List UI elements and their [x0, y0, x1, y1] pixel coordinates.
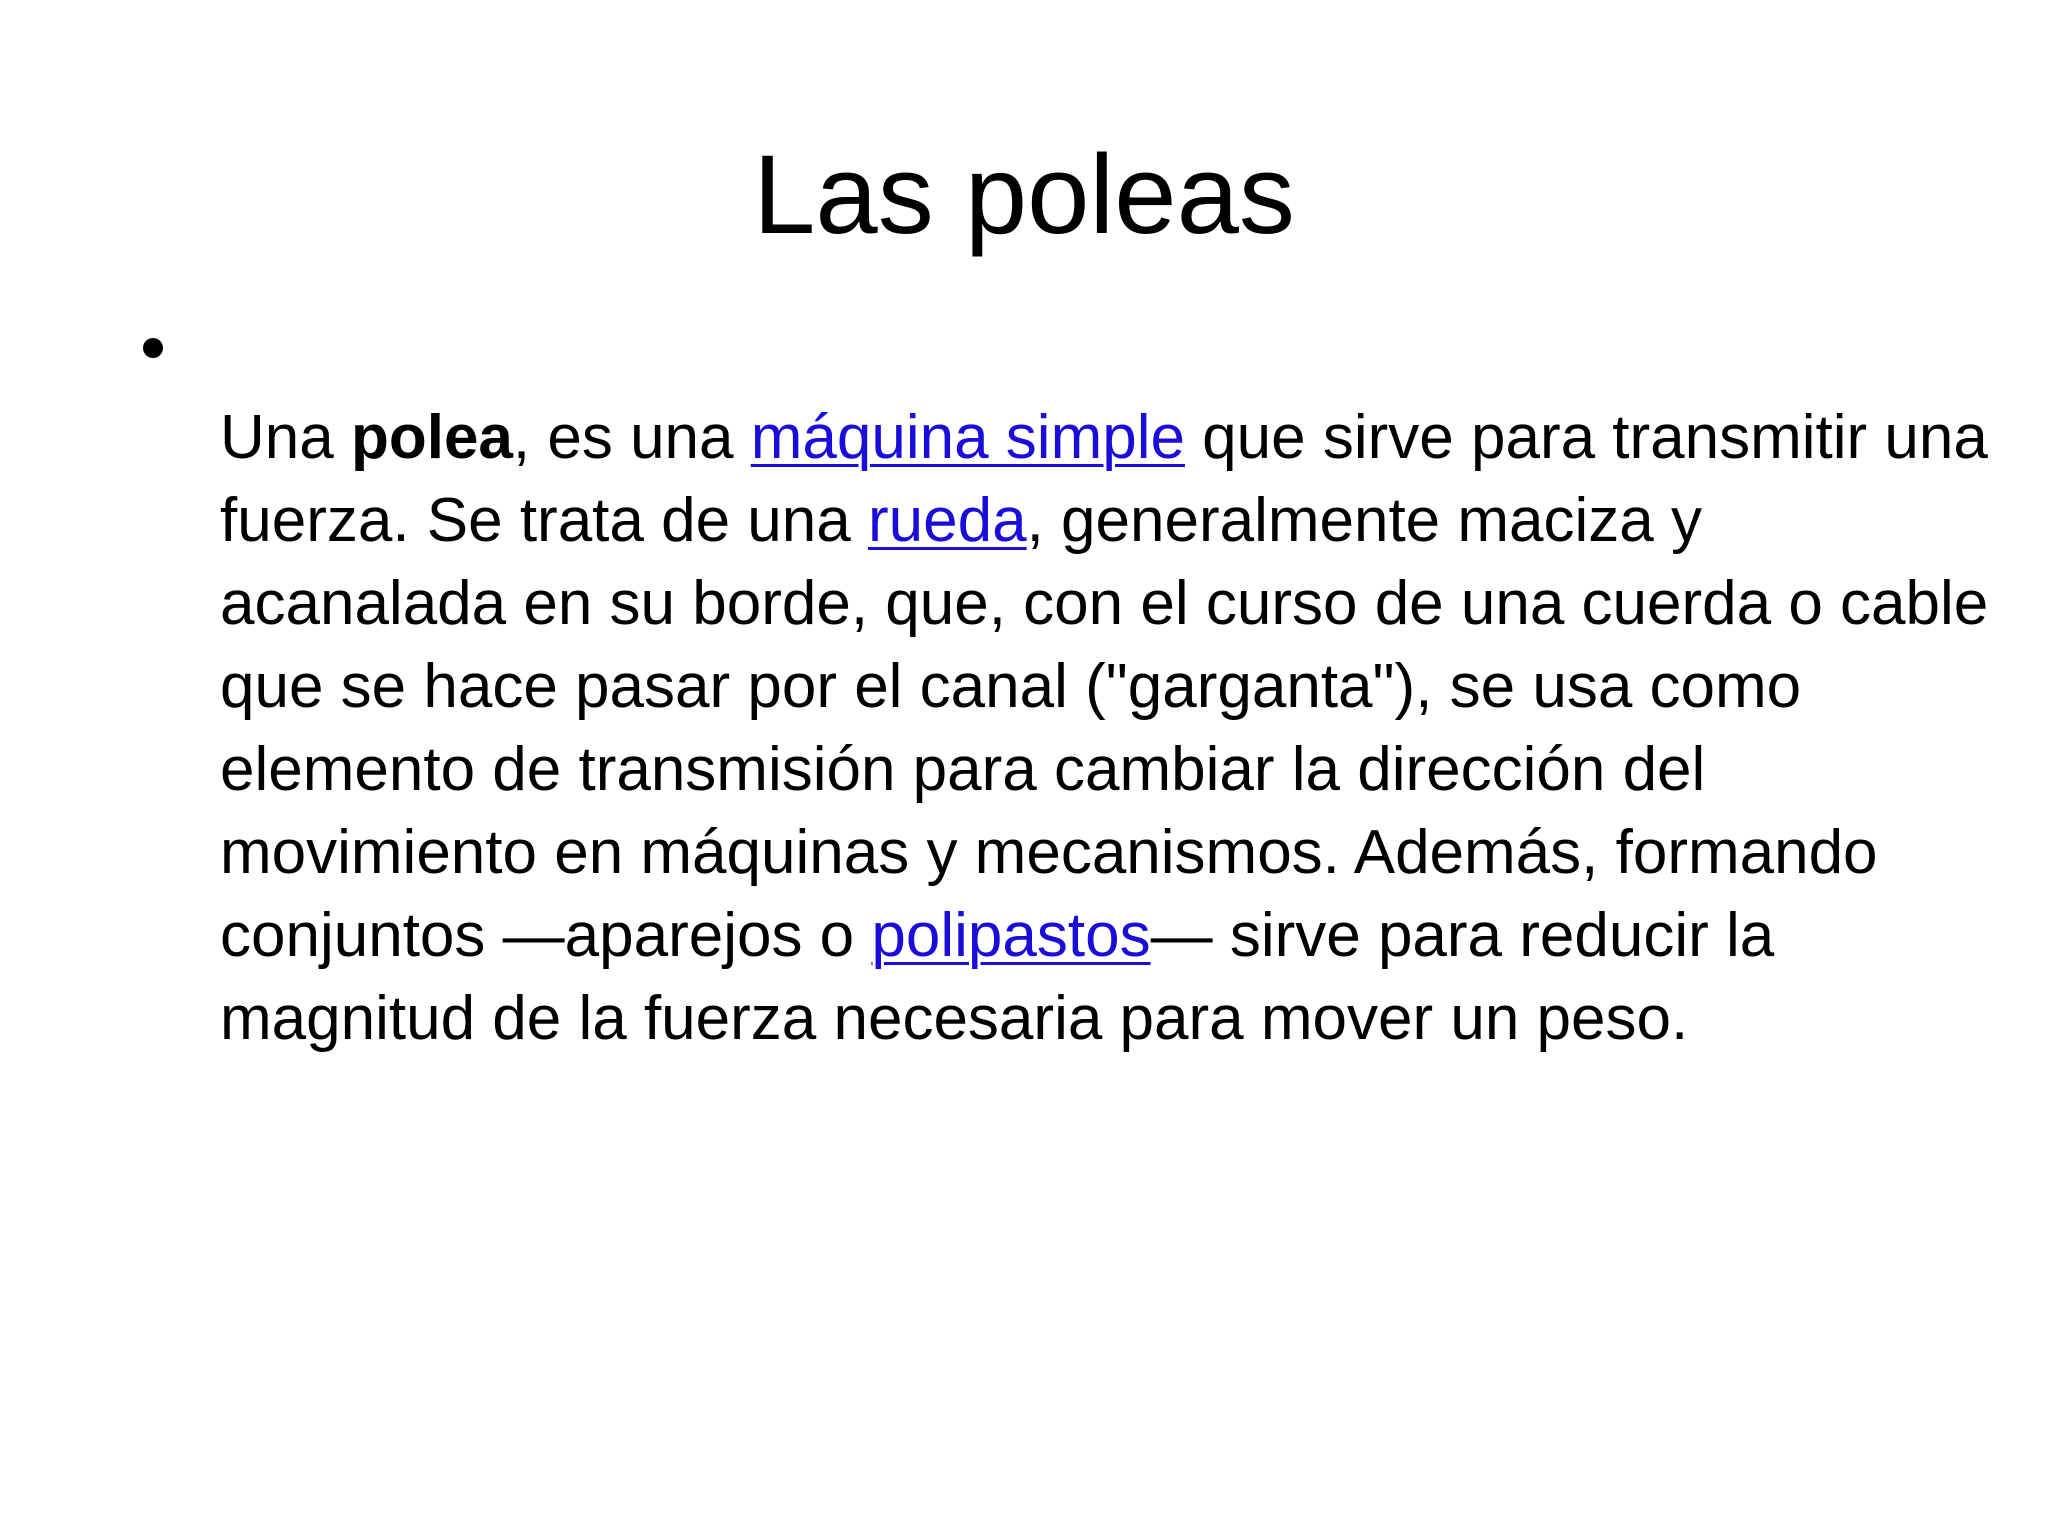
- bold-term-polea: polea: [350, 403, 513, 472]
- link-polipastos[interactable]: polipastos: [871, 901, 1151, 970]
- text-segment: — sirve para reducir la magnitud de la fuerza necesaria para mover un peso.: [220, 901, 1775, 1053]
- text-segment: , generalmente maciza y acanalada en su borde, que, con el curso de una cuerda o cable que se hace pasar por el canal ("garganta"), se usa como elemento de transmisión para cambiar la dirección del movimiento en máquinas y mecanismos. Además, formando conjuntos —aparejos o: [220, 486, 1989, 970]
- text-segment: que sirve para transmitir una fuerza. Se trata de una: [220, 403, 1988, 555]
- text-segment: , es una: [512, 403, 751, 472]
- text-segment: Una: [220, 403, 351, 472]
- slide-title: Las poleas: [753, 132, 1295, 257]
- body-paragraph: [220, 396, 2000, 1060]
- link-rueda[interactable]: rueda: [867, 486, 1027, 555]
- bullet-point: [143, 338, 163, 358]
- link-maquina-simple[interactable]: máquina simple: [750, 403, 1185, 472]
